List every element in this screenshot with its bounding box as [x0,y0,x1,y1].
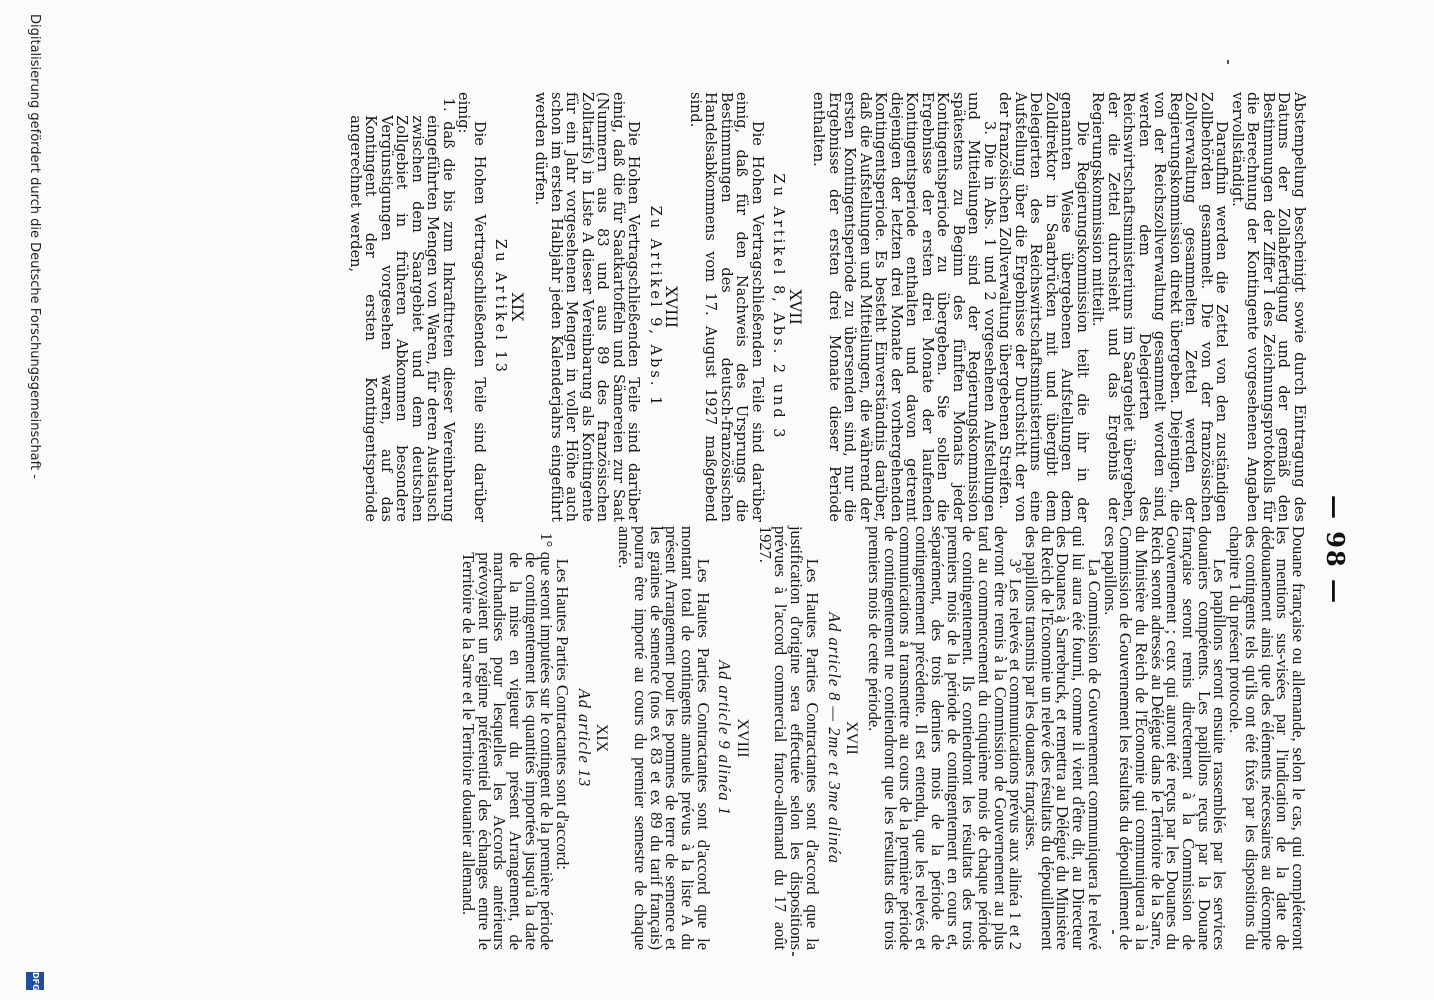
french-subheading-xix: Ad article 13 [574,688,594,788]
german-subheading-xvii: Zu Artikel 8, Abs. 2 und 3 [770,173,787,441]
french-heading-xvii: XVII [843,721,861,755]
french-subheading-xviii: Ad article 9 alinéa 1 [715,660,735,816]
scan-speck [792,952,794,956]
french-heading-xix: XIX [593,723,611,753]
german-subheading-xix: Zu Artikel 13 [492,239,509,375]
french-list-item-1: 1° que seront imputées sur le contingent de la première période de contingentement les quantités importées jusqu'à la date de la mise en vigueur du présent Arrangement, de marchandises pour lesquelles les Accords antérieurs prévoyaient un régime préférentiel des échanges entre le Territoire de la Sarre et le Territoire douanier allemand. [458,532,557,950]
german-paragraph-xix: Die Hohen Vertragschließenden Teile sind darüber einig: [455,92,487,522]
french-paragraph-xix: Les Hautes Parties Contractantes sont d'accord: [553,558,573,870]
german-intro: Abstempelung bescheinigt sowie durch Eintragung des Datums der Zollabfertigung und der gemäß den Bestimmungen der Ziffer I des Zeichnungsprotokolls für die Berechnung der Kontingente vorgesehenen Angaben vervollständigt. [1229,92,1307,522]
french-paragraph-xvii: Les Hautes Parties Contractantes sont d'accord que la justification d'origine sera effectuée selon les dispositions prévues à l'accord commercial franco-allemand du 17 août 1927. [755,526,822,950]
german-list-item-1: 1. daß die bis zum Inkrafttreten dieser Vereinbarung eingeführten Mengen von Waren, für deren Austausch zwischen dem Saargebiet und dem deutschen Zollgebiet in früheren Abkommen besondere Vergünstigungen vorgesehen waren, auf das Kontingent der ersten Kontingentsperiode angerechnet werden, [347,97,456,522]
german-subheading-xviii: Zu Artikel 9, Abs. 1 [647,205,663,409]
german-heading-xvii: XVII [786,289,805,325]
french-heading-xviii: XVIII [734,718,752,758]
german-paragraph-3: 3. Die in Abs. 1 und 2 vorgesehenen Aufstellungen und Mitteilungen sind der Regierungskommission spätestens zu Beginn des fünften Monats jeder Kontingentsperiode zu übergeben. Sie sollen die Ergebnisse der ersten drei Monate der laufenden Kontingentsperiode enthalten und davon getrennt diejenigen der letzten drei Monate der vorhergehenden Kontingentsperiode. Es besteht Einverständnis darüber, daß die Aufstellungen und Mitteilungen, die während der ersten Kontingentsperiode zu übersenden sind, nur die Ergebnisse der ersten drei Monate dieser Periode enthalten. [810,92,997,522]
dfg-logo: DFG [26,972,44,990]
scan-speck [1227,60,1229,64]
french-paragraph-3: 3° Les relevés et communications prévus aux alinéa 1 et 2 devront être remis à la Commission de Gouvernement au plus tard au commencement du cinquième mois de chaque période de contingentement. Ils contiendront les résultats des trois premiers mois de la période de contingentement en cours et, séparément, des trois derniers mois de la période de contingentement précédente. Il est entendu, que les relevés et communications à transmettre au cours de la première période de contingentement ne contiendront que les résultats des trois premiers mois de cette période. [865,526,1026,950]
german-column [347,92,1307,522]
german-heading-xviii: XVIII [662,286,682,328]
german-heading-xix: XIX [508,292,527,322]
digitization-credit: Digitalisierung gefördert durch die Deutsche Forschungsgemeinschaft - [27,14,42,479]
german-paragraph-xviii: Die Hohen Vertragschließenden Teile sind darüber einig, daß die für Saatkartoffeln und Sämereien zur Saat (Nummern aus 83 und aus 89 des französischen Zolltarifs) in Liste A dieser Vereinbarung als Kontingente für ein Jahr vorgesehenen Mengen in voller Höhe auch schon im ersten Halbjahr jeden Kalenderjahrs eingeführt werden dürfen. [532,92,642,522]
french-paragraph-2: La Commission de Gouvernement communiquera le relevé qui lui aura été fourni, comme il vient d'être dit, au Directeur des Douanes à Sarrebruck, et remettra au Délégué du Ministère du Reich de l'Économie un relevé des résultats du dépouillement des papillons transmis par les douanes françaises. [1022,526,1104,950]
german-paragraph-1: Daraufhin werden die Zettel von den zuständigen Zollbehörden gesammelt. Die von der französischen Zollverwaltung gesammelten Zettel werden der Regierungskommission direkt übergeben. Diejenigen, die von der Reichszollverwaltung gesammelt worden sind, werden dem Delegierten des Reichswirtschaftsministeriums im Saargebiet übergeben, der die Zettel durchsieht und das Ergebnis der Regierungskommission mitteilt. [1089,92,1230,522]
page-number: — 98 — [1321,494,1350,606]
french-subheading-xvii: Ad article 8 — 2me et 3me alinéa [824,612,844,864]
french-paragraph-1: Les papillons seront ensuite rassemblés par les services douaniers compétents. Les papillons reçus par la Douane française seront remis directement à la Commission de Gouvernement ; ceux qui auront été reçus par les Douanes du Reich seront adressés au Délégué dans le Territoire de la Sarre, du Ministère du Reich de l'Économie qui communiquera à la Commission de Gouvernement les résultats du dépouillement de ces papillons. [1100,526,1230,950]
french-paragraph-xviii: Les Hautes Parties Contractantes sont d'accord que le montant total de contingents annuels prévus à la liste A du présent Arrangement pour les pommes de terre de semence et les graines de semence (nos ex 83 et ex 89 du tarif français) pourra être importé au cours du premier semestre de chaque année. [615,526,713,950]
french-intro: Douane française ou allemande, selon le cas, qui compléteront les mentions sus-visées par l'indication de la date de dédouanement ainsi que des éléments nécessaires au décompte des contingents tels qu'ils ont été fixés par les dispositions du chapitre 1 du présent protocole. [1226,526,1308,950]
scan-speck [1112,930,1114,934]
german-paragraph-xvii: Die Hohen Vertragschließenden Teile sind darüber einig, daß für den Nachweis des Ursprungs die Bestimmungen des deutsch-französischen Handelsabkommens vom 17. August 1927 maßgebend sind. [687,92,765,522]
french-column [460,526,1306,950]
german-paragraph-2: Die Regierungskommission teilt die ihr in der genannten Weise übergebenen Aufstellungen dem Zolldirektor in Saarbrücken mit und übergibt dem Delegierten des Reichswirtschaftsministeriums eine Aufstellung über die Ergebnisse der Durchsicht der von der französischen Zollverwaltung übergebenen Streifen. [996,92,1090,522]
